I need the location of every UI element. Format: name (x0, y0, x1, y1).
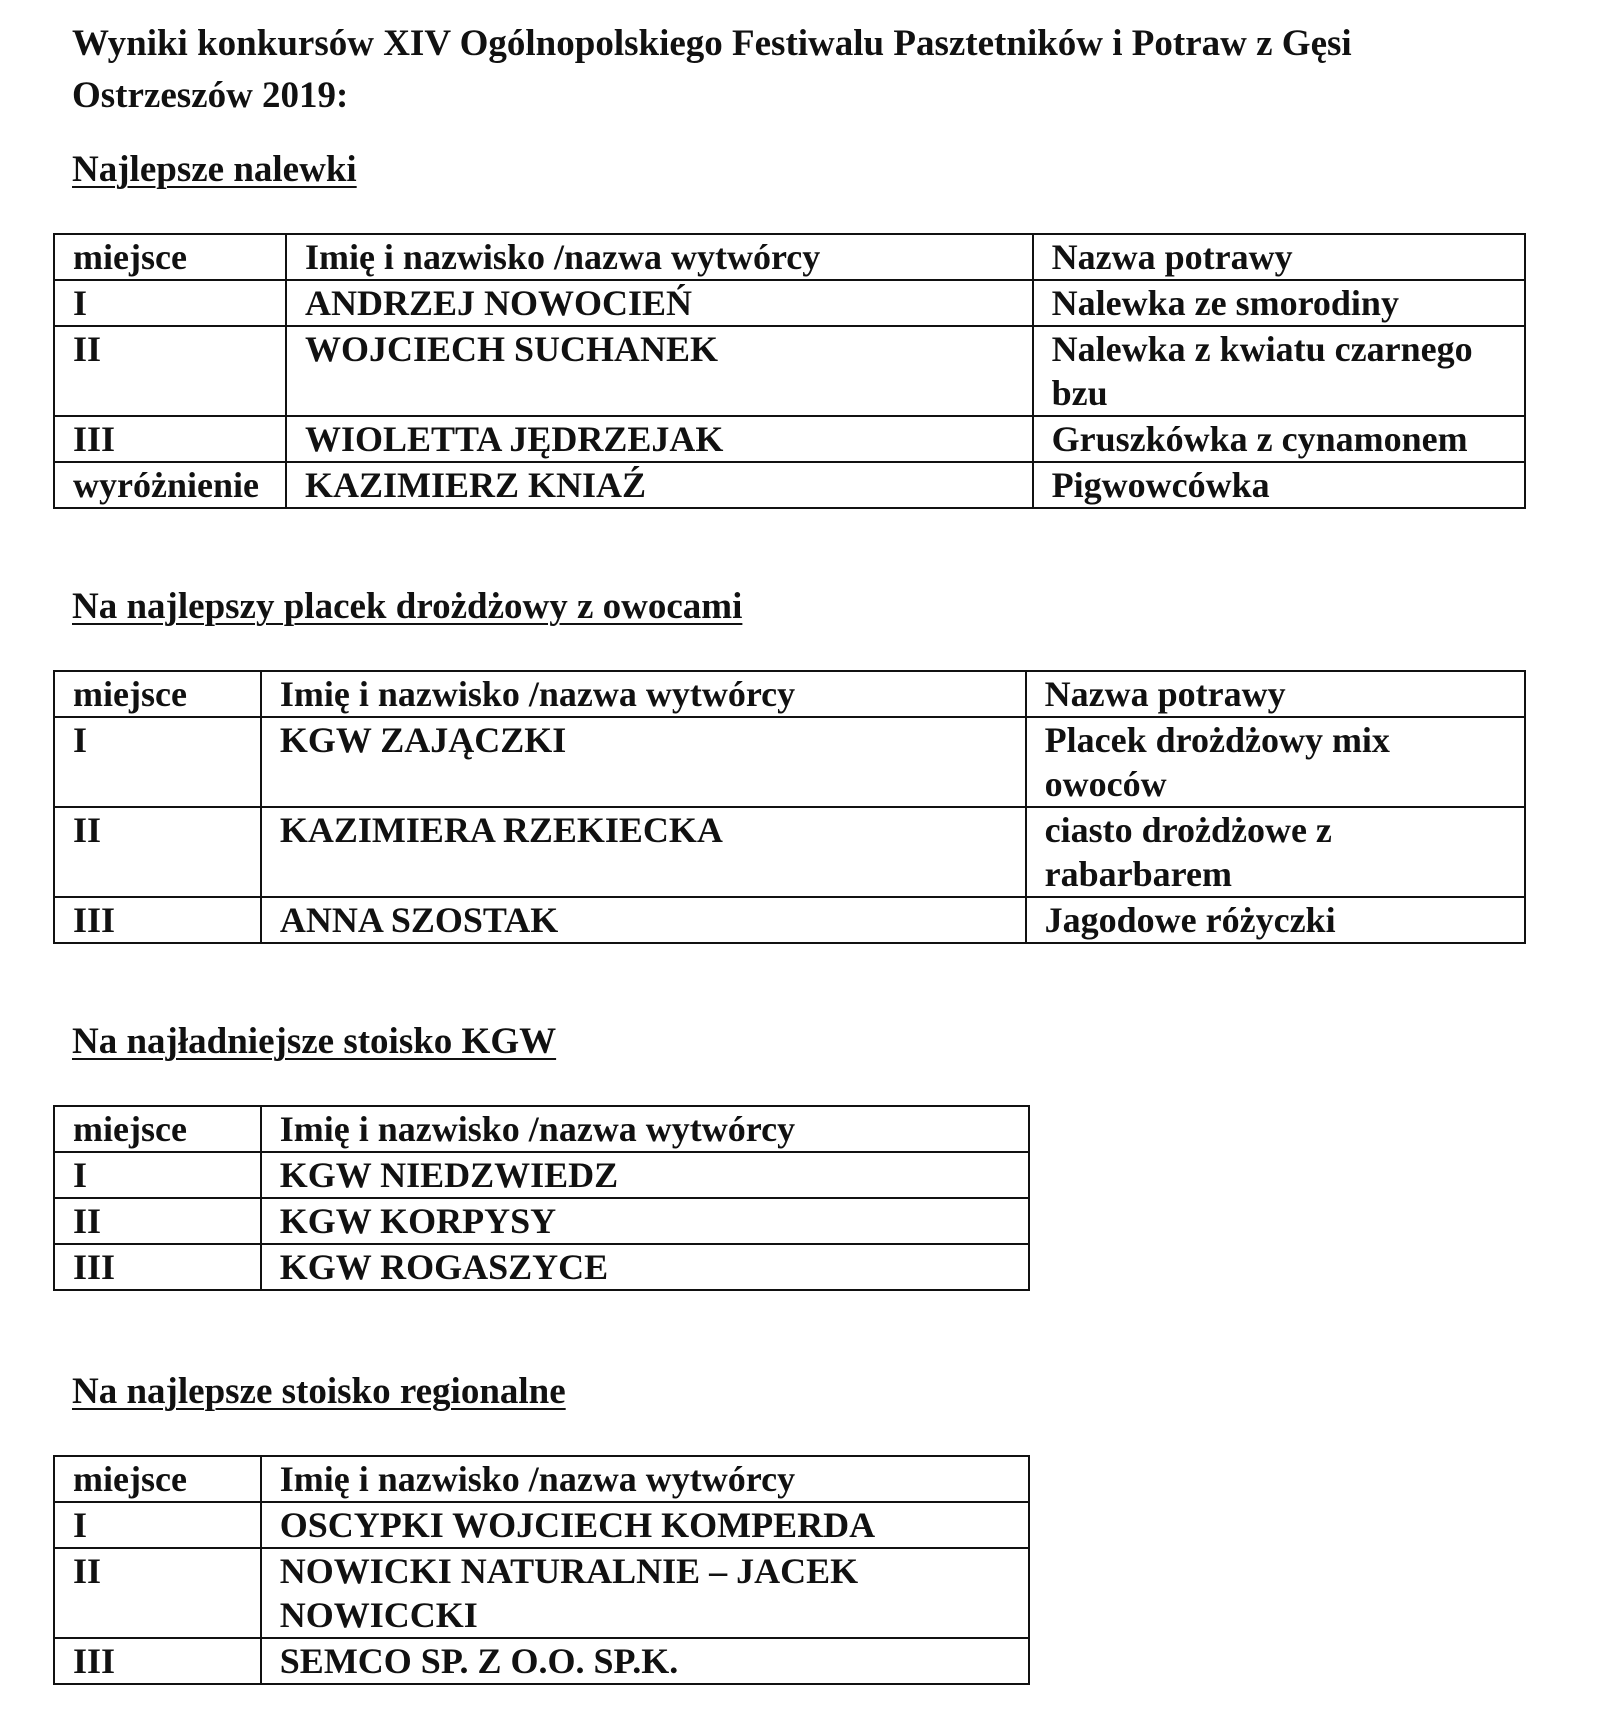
dish-cell: Placek drożdżowy mix owoców (1026, 717, 1525, 807)
name-cell: KAZIMIERZ KNIAŹ (286, 462, 1033, 508)
dish-cell: Nalewka ze smorodiny (1033, 280, 1525, 326)
table-row (54, 462, 1525, 508)
place-cell: II (54, 807, 261, 897)
name-cell: KGW NIEDZWIEDZ (261, 1152, 1029, 1198)
name-cell: SEMCO SP. Z O.O. SP.K. (261, 1638, 1029, 1684)
dish-cell: Jagodowe różyczki (1026, 897, 1525, 943)
table-header-row (54, 1106, 1029, 1152)
table-row (54, 1502, 1029, 1548)
section-heading-stoisko-kgw: Na najładniejsze stoisko KGW (72, 1021, 557, 1062)
table-row (54, 1244, 1029, 1290)
place-cell: II (54, 326, 286, 416)
table-row (54, 326, 1525, 416)
table-header-row (54, 234, 1525, 280)
column-header-place: miejsce (54, 671, 261, 717)
place-cell: I (54, 280, 286, 326)
place-cell: I (54, 1502, 261, 1548)
section-heading-placek: Na najlepszy placek drożdżowy z owocami (72, 586, 743, 627)
column-header-name: Imię i nazwisko /nazwa wytwórcy (261, 671, 1026, 717)
name-cell: NOWICKI NATURALNIE – JACEK NOWICCKI (261, 1548, 1029, 1638)
name-cell: ANNA SZOSTAK (261, 897, 1026, 943)
table-header-row (54, 671, 1525, 717)
table-row (54, 717, 1525, 807)
column-header-place: miejsce (54, 1106, 261, 1152)
dish-cell: Gruszkówka z cynamonem (1033, 416, 1525, 462)
column-header-name: Imię i nazwisko /nazwa wytwórcy (261, 1106, 1029, 1152)
table-row (54, 1198, 1029, 1244)
place-cell: II (54, 1198, 261, 1244)
name-cell: WIOLETTA JĘDRZEJAK (286, 416, 1033, 462)
table-row (54, 1152, 1029, 1198)
place-cell: III (54, 1638, 261, 1684)
name-cell: OSCYPKI WOJCIECH KOMPERDA (261, 1502, 1029, 1548)
column-header-place: miejsce (54, 234, 286, 280)
place-cell: I (54, 717, 261, 807)
name-cell: KGW ZAJĄCZKI (261, 717, 1026, 807)
dish-cell: Nalewka z kwiatu czarnego bzu (1033, 326, 1525, 416)
table-row (54, 807, 1525, 897)
dish-cell: ciasto drożdżowe z rabarbarem (1026, 807, 1525, 897)
section-heading-nalewki: Najlepsze nalewki (72, 149, 357, 190)
results-table-nalewki (53, 233, 1526, 509)
place-cell: III (54, 1244, 261, 1290)
name-cell: KAZIMIERA RZEKIECKA (261, 807, 1026, 897)
name-cell: WOJCIECH SUCHANEK (286, 326, 1033, 416)
name-cell: KGW ROGASZYCE (261, 1244, 1029, 1290)
dish-cell: Pigwowcówka (1033, 462, 1525, 508)
table-row (54, 897, 1525, 943)
document-title: Wyniki konkursów XIV Ogólnopolskiego Festiwalu Pasztetników i Potraw z Gęsi Ostrzeszów 2019: (72, 23, 1352, 116)
table-row (54, 1638, 1029, 1684)
column-header-dish: Nazwa potrawy (1033, 234, 1525, 280)
name-cell: ANDRZEJ NOWOCIEŃ (286, 280, 1033, 326)
results-table-placek (53, 670, 1526, 944)
table-row (54, 280, 1525, 326)
place-cell: III (54, 897, 261, 943)
place-cell: III (54, 416, 286, 462)
name-cell: KGW KORPYSY (261, 1198, 1029, 1244)
place-cell: wyróżnienie (54, 462, 286, 508)
column-header-dish: Nazwa potrawy (1026, 671, 1525, 717)
table-row (54, 1548, 1029, 1638)
column-header-place: miejsce (54, 1456, 261, 1502)
place-cell: II (54, 1548, 261, 1638)
column-header-name: Imię i nazwisko /nazwa wytwórcy (261, 1456, 1029, 1502)
table-header-row (54, 1456, 1029, 1502)
results-table-stoisko-kgw (53, 1105, 1030, 1291)
table-row (54, 416, 1525, 462)
column-header-name: Imię i nazwisko /nazwa wytwórcy (286, 234, 1033, 280)
results-table-stoisko-regionalne (53, 1455, 1030, 1685)
section-heading-stoisko-regionalne: Na najlepsze stoisko regionalne (72, 1371, 566, 1412)
place-cell: I (54, 1152, 261, 1198)
